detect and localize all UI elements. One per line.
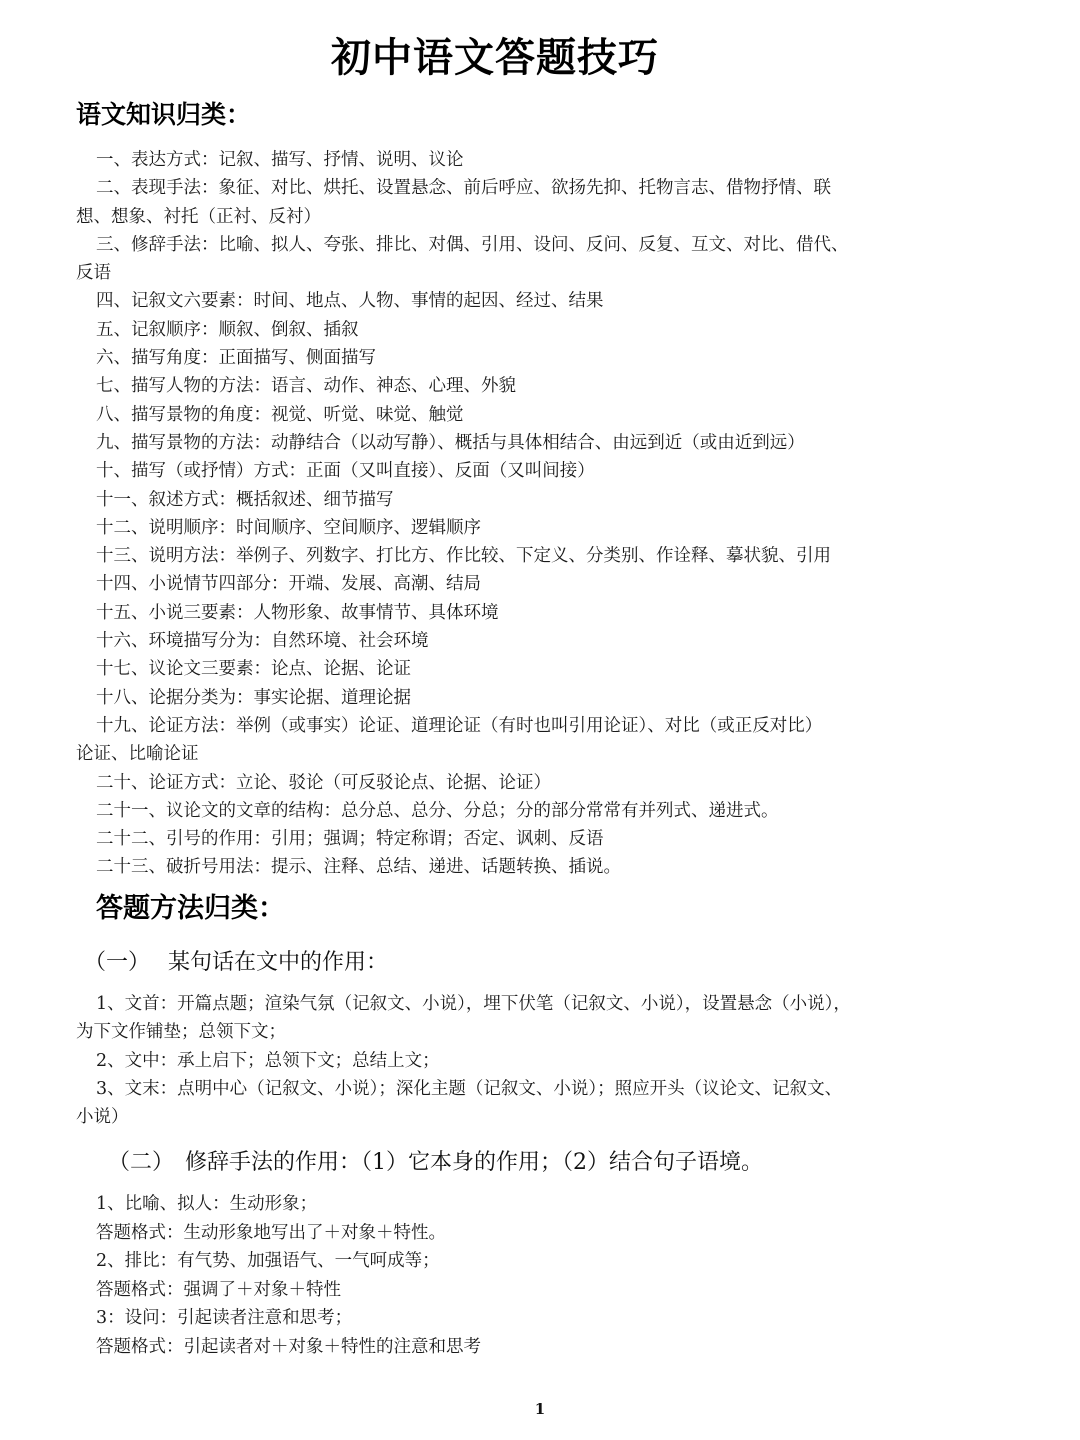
knowledge-line: 十六、环境描写分为：自然环境、社会环境	[96, 631, 429, 652]
method-line: 答题格式：引起读者对＋对象＋特性的注意和思考	[96, 1336, 481, 1357]
subheading-rhetoric-function: （二） 修辞手法的作用：（1）它本身的作用；（2）结合句子语境。	[108, 1150, 763, 1175]
method-line: 1、比喻、拟人：生动形象；	[96, 1194, 318, 1214]
knowledge-line: 四、记叙文六要素：时间、地点、人物、事情的起因、经过、结果	[96, 291, 604, 312]
method-line: 答题格式：强调了＋对象＋特性	[96, 1279, 341, 1300]
method-line: 2、文中：承上启下；总领下文；总结上文；	[96, 1050, 440, 1071]
knowledge-line: 论证、比喻论证	[76, 744, 199, 765]
knowledge-line: 十八、论据分类为：事实论据、道理论据	[96, 687, 411, 708]
knowledge-line: 十三、说明方法：举例子、列数字、打比方、作比较、下定义、分类别、作诠释、摹状貌、引用	[96, 546, 831, 567]
page-number: 1	[534, 1400, 546, 1418]
knowledge-line: 三、修辞手法：比喻、拟人、夸张、排比、对偶、引用、设问、反问、反复、互文、对比、借代、	[96, 234, 849, 255]
method-line: 1、文首：开篇点题；渲染气氛（记叙文、小说），埋下伏笔（记叙文、小说），设置悬念（小说），	[96, 994, 851, 1014]
knowledge-line: 十一、叙述方式：概括叙述、细节描写	[96, 489, 394, 510]
knowledge-line: 五、记叙顺序：顺叙、倒叙、插叙	[96, 319, 359, 340]
method-line: 2、排比：有气势、加强语气、一气呵成等；	[96, 1251, 440, 1271]
method-line: 3：设问：引起读者注意和思考；	[96, 1308, 353, 1328]
knowledge-line: 六、描写角度：正面描写、侧面描写	[96, 348, 376, 369]
knowledge-line: 九、描写景物的方法：动静结合（以动写静）、概括与具体相结合、由远到近（或由近到远）	[96, 432, 805, 453]
knowledge-line: 十、描写（或抒情）方式：正面（又叫直接）、反面（又叫间接）	[96, 461, 595, 482]
sentence-function-list	[76, 990, 1016, 1131]
section-heading-methods: 答题方法归类：	[96, 893, 285, 924]
knowledge-line: 反语	[76, 263, 111, 284]
knowledge-line: 二十三、破折号用法：提示、注释、总结、递进、话题转换、插说。	[96, 857, 621, 878]
section-heading-knowledge: 语文知识归类：	[76, 100, 252, 129]
knowledge-line: 想、想象、衬托（正衬、反衬）	[76, 206, 321, 227]
method-line: 答题格式：生动形象地写出了＋对象＋特性。	[96, 1222, 446, 1243]
knowledge-line: 十五、小说三要素：人物形象、故事情节、具体环境	[96, 602, 499, 623]
knowledge-list	[76, 146, 1016, 882]
method-line: 3、文末：点明中心（记叙文、小说）；深化主题（记叙文、小说）；照应开头（议论文、记叙文、	[96, 1078, 843, 1099]
knowledge-line: 十七、议论文三要素：论点、论据、论证	[96, 659, 411, 680]
method-line: 为下文作铺垫；总领下文；	[76, 1022, 286, 1043]
knowledge-line: 二、表现手法：象征、对比、烘托、设置悬念、前后呼应、欲扬先抑、托物言志、借物抒情、联	[96, 178, 831, 199]
knowledge-line: 二十一、议论文的文章的结构：总分总、总分、分总；分的部分常常有并列式、递进式。	[96, 800, 779, 821]
knowledge-line: 二十、论证方式：立论、驳论（可反驳论点、论据、论证）	[96, 772, 551, 793]
page-title: 初中语文答题技巧	[331, 35, 659, 81]
knowledge-line: 七、描写人物的方法：语言、动作、神态、心理、外貌	[96, 376, 516, 397]
knowledge-line: 一、表达方式：记叙、描写、抒情、说明、议论	[96, 150, 464, 170]
rhetoric-function-list	[96, 1190, 996, 1361]
subheading-sentence-function: （一） 某句话在文中的作用：	[84, 950, 388, 975]
knowledge-line: 十四、小说情节四部分：开端、发展、高潮、结局	[96, 574, 481, 595]
knowledge-line: 八、描写景物的角度：视觉、听觉、味觉、触觉	[96, 404, 464, 425]
knowledge-line: 十九、论证方法：举例（或事实）论证、道理论证（有时也叫引用论证）、对比（或正反对比）	[96, 715, 823, 736]
knowledge-line: 十二、说明顺序：时间顺序、空间顺序、逻辑顺序	[96, 517, 481, 538]
knowledge-line: 二十二、引号的作用：引用；强调；特定称谓；否定、讽刺、反语	[96, 829, 604, 850]
method-line: 小说）	[76, 1107, 129, 1128]
